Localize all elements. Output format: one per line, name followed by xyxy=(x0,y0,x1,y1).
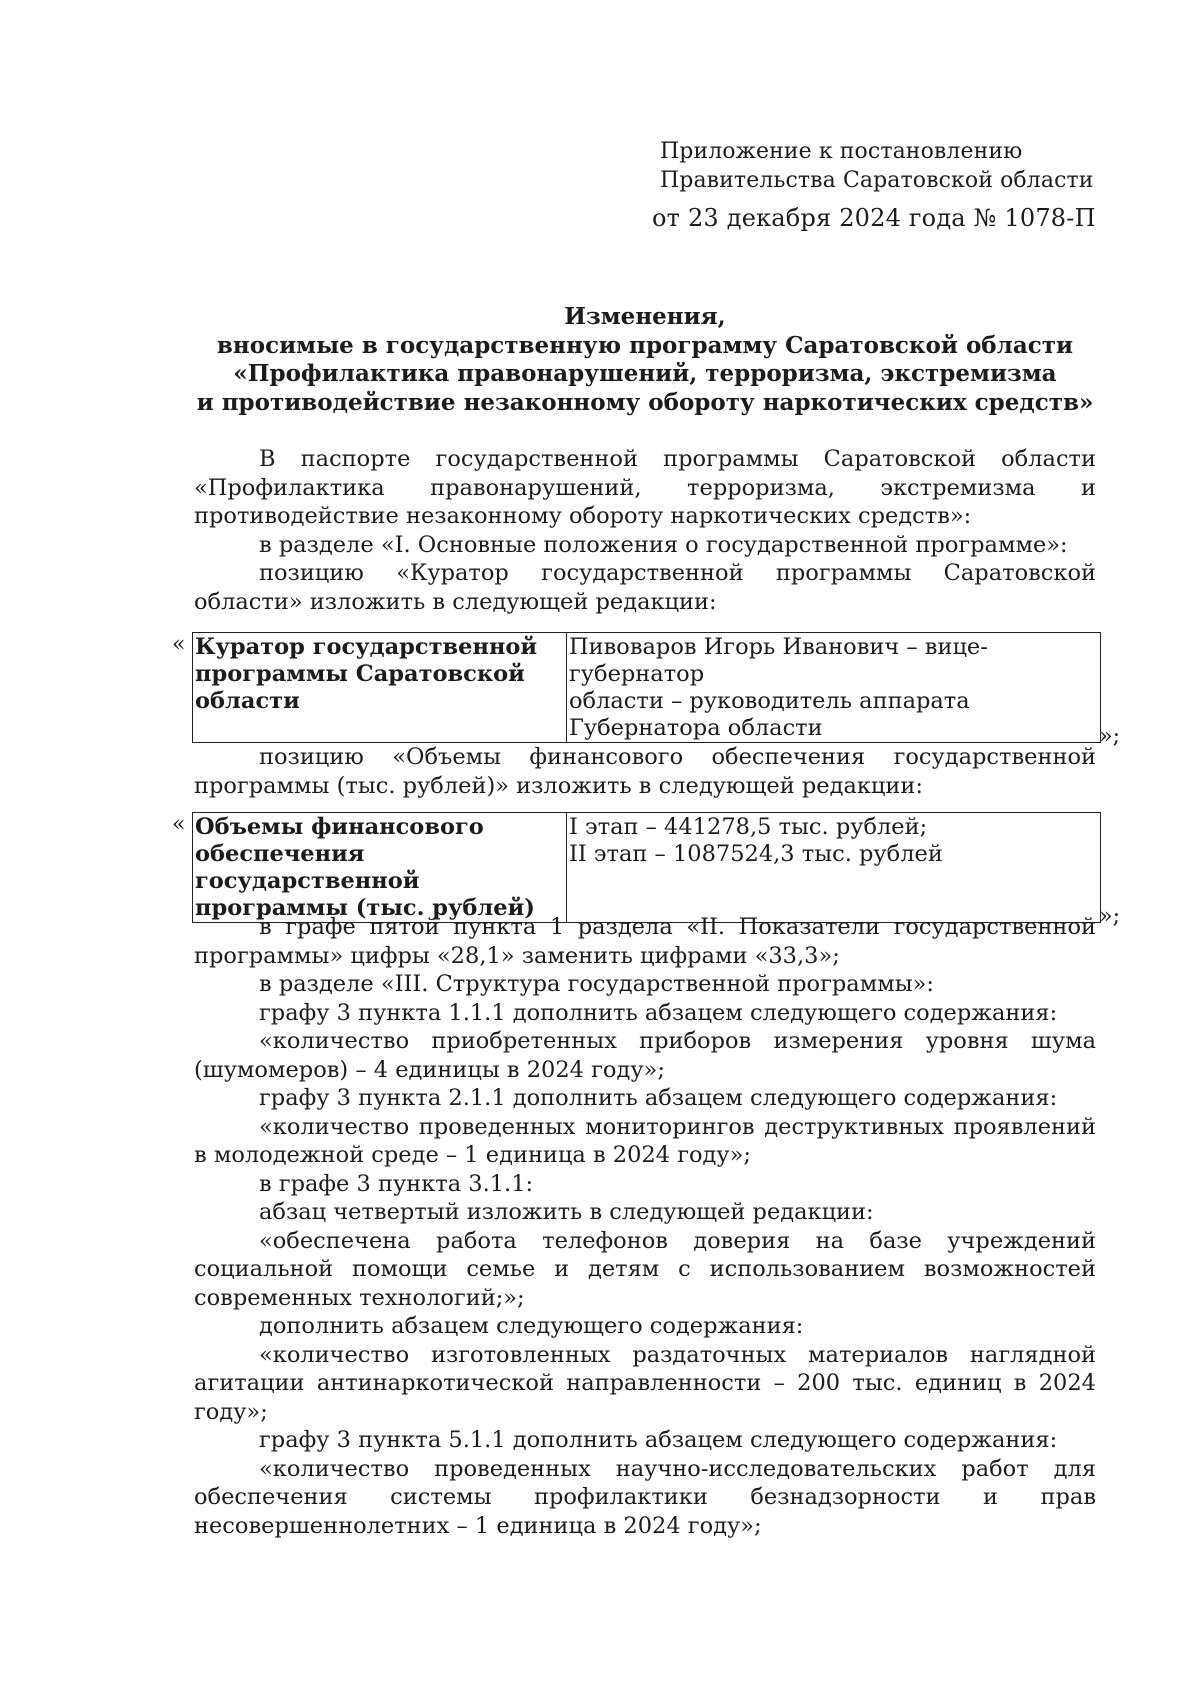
finance-key-cell xyxy=(193,813,567,923)
table-row xyxy=(193,633,1101,743)
key-line: обеспечения государственной xyxy=(195,841,420,894)
title-line-2: вносимые в государственную программу Саратовской области xyxy=(216,331,1074,359)
key-line: Объемы финансового xyxy=(195,814,484,840)
key-line: программы Саратовской xyxy=(195,661,525,687)
approval-date: от 23 декабря 2024 года № 1078-П xyxy=(652,204,1096,232)
finance-table-block xyxy=(172,812,1120,929)
change-paragraph: «обеспечена работа телефонов доверия на базе учреждений социальной помощи семье и детям с использованием возможностей современных технологий;»; xyxy=(194,1227,1096,1311)
value-line: Пивоваров Игорь Иванович – вице-губернатор xyxy=(569,634,988,687)
curator-table-block xyxy=(172,632,1120,749)
curator-value-cell xyxy=(567,633,1101,743)
finance-value-cell xyxy=(567,813,1101,923)
intro-paragraph-1: В паспорте государственной программы Саратовской области «Профилактика правонарушений, терроризма, экстремизма и противодействие незаконному обороту наркотических средств»: xyxy=(194,446,1096,529)
changes-section xyxy=(194,913,1096,1540)
change-paragraph: графу 3 пункта 5.1.1 дополнить абзацем следующего содержания: xyxy=(259,1427,1058,1453)
change-paragraph: «количество проведенных мониторингов деструктивных проявлений в молодежной среде – 1 единица в 2024 году»; xyxy=(194,1113,1096,1168)
finance-paragraph: позицию «Объемы финансового обеспечения государственной программы (тыс. рублей)» изложить в следующей редакции: xyxy=(194,744,1096,799)
value-line: области – руководитель аппарата xyxy=(569,688,970,714)
change-paragraph: абзац четвертый изложить в следующей редакции: xyxy=(259,1199,874,1225)
change-paragraph: «количество приобретенных приборов измерения уровня шума (шумомеров) – 4 единицы в 2024 году»; xyxy=(194,1028,1096,1083)
intro-section xyxy=(194,445,1096,616)
table-row xyxy=(193,813,1101,923)
close-quote: »; xyxy=(1099,904,1120,929)
value-line: Губернатора области xyxy=(569,715,823,741)
open-quote: « xyxy=(172,632,186,657)
close-quote: »; xyxy=(1099,724,1120,749)
value-line: II этап – 1087524,3 тыс. рублей xyxy=(569,841,943,867)
key-line: программы (тыс. рублей) xyxy=(195,895,535,921)
change-paragraph: в графе пятой пункта 1 раздела «II. Показатели государственной программы» цифры «28,1» заменить цифрами «33,3»; xyxy=(194,914,1096,969)
change-paragraph: графу 3 пункта 1.1.1 дополнить абзацем следующего содержания: xyxy=(259,999,1058,1026)
change-paragraph: графу 3 пункта 2.1.1 дополнить абзацем следующего содержания: xyxy=(259,1085,1058,1111)
change-paragraph: в разделе «III. Структура государственной программы»: xyxy=(259,971,934,997)
intro-paragraph-3: позицию «Куратор государственной программы Саратовской области» изложить в следующей редакции: xyxy=(194,560,1096,615)
approval-line-2: Правительства Саратовской области xyxy=(660,168,1094,193)
title-line-1: Изменения, xyxy=(564,303,726,330)
approval-stamp xyxy=(652,137,1096,233)
title-line-3: «Профилактика правонарушений, терроризма, экстремизма xyxy=(233,360,1057,387)
open-quote: « xyxy=(172,812,186,837)
title-line-4: и противодействие незаконному обороту наркотических средств» xyxy=(196,388,1094,416)
value-line: I этап – 441278,5 тыс. рублей; xyxy=(569,814,928,840)
key-line: Куратор государственной xyxy=(195,634,538,660)
change-paragraph: в графе 3 пункта 3.1.1: xyxy=(259,1170,534,1197)
document-title xyxy=(180,303,1110,417)
finance-table xyxy=(192,812,1101,923)
change-paragraph: «количество проведенных научно-исследовательских работ для обеспечения системы профилактики безнадзорности и прав несовершеннолетних – 1 единица в 2024 году»; xyxy=(194,1455,1096,1539)
approval-line-1: Приложение к постановлению xyxy=(660,139,1023,164)
curator-table xyxy=(192,632,1101,743)
curator-key-cell xyxy=(193,633,567,743)
change-paragraph: дополнить абзацем следующего содержания: xyxy=(259,1313,804,1339)
finance-intro xyxy=(194,743,1096,800)
change-paragraph: «количество изготовленных раздаточных материалов наглядной агитации антинаркотической направленности – 200 тыс. единиц в 2024 году»; xyxy=(194,1341,1096,1425)
key-line: области xyxy=(195,688,300,714)
intro-paragraph-2: в разделе «I. Основные положения о государственной программе»: xyxy=(259,531,1068,558)
